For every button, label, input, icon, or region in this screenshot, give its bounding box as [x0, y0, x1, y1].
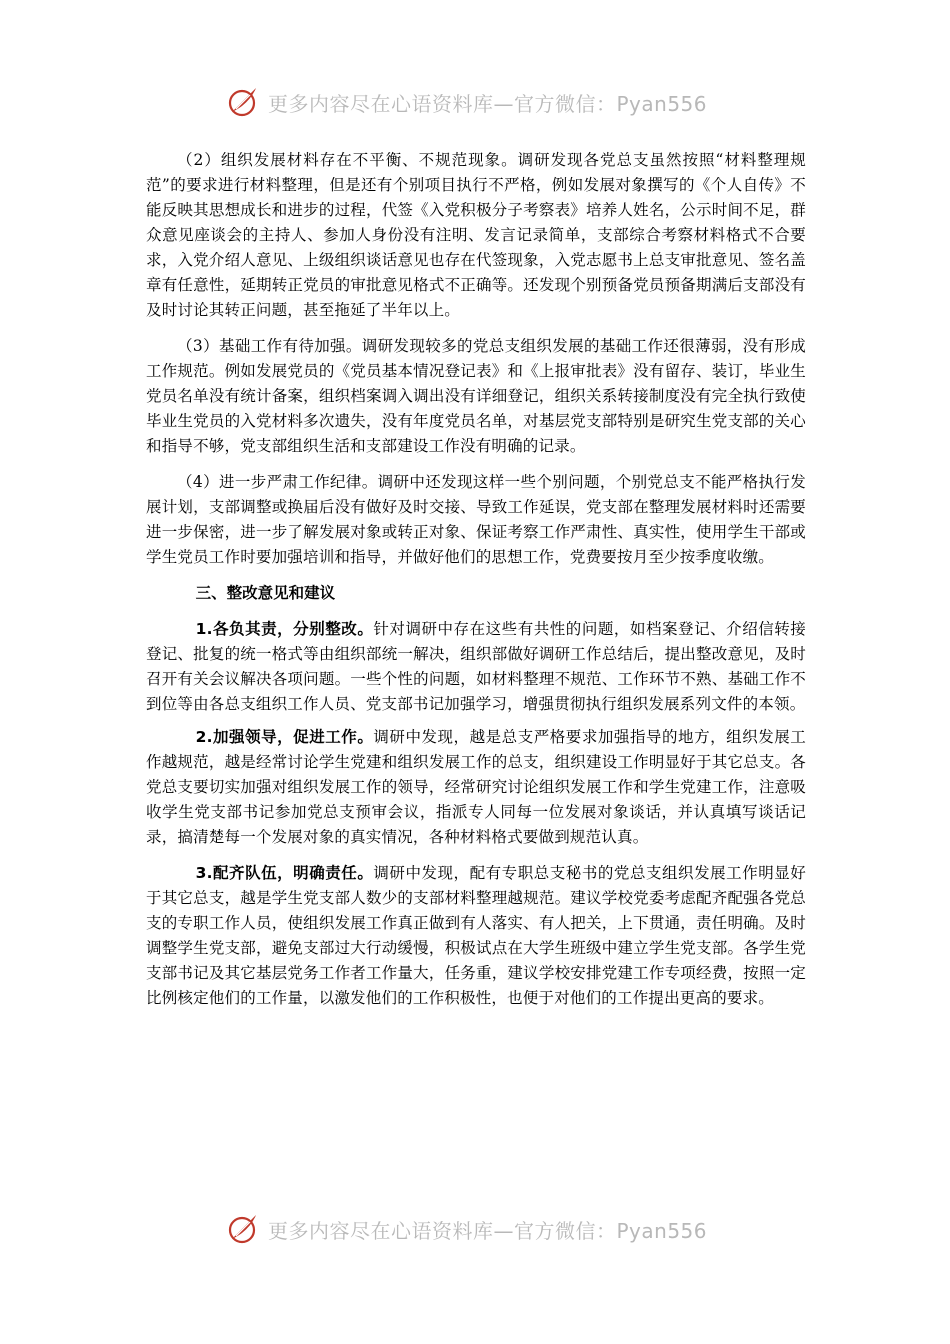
- header-watermark-banner: [226, 84, 707, 120]
- document-body: [146, 148, 806, 1011]
- footer-watermark-banner: [226, 1211, 707, 1247]
- suggestion-1-title: 1.各负其责，分别整改。: [195, 620, 374, 638]
- suggestion-2: [146, 725, 806, 850]
- suggestion-1: [146, 617, 806, 717]
- suggestion-3-body: 调研中发现，配有专职总支秘书的党总支组织发展工作明显好于其它总支，越是学生党支部人数少的支部材料整理越规范。建议学校党委考虑配齐配强各党总支的专职工作人员，使组织发展工作真正做到有人落实、有人把关，上下贯通，责任明确。及时调整学生党支部，避免支部过大行动缓慢，积极试点在大学生班级中建立学生党支部。各学生党支部书记及其它基层党务工作者工作量大，任务重，建议学校安排党建工作专项经费，按照一定比例核定他们的工作量，以激发他们的工作积极性，也便于对他们的工作提出更高的要求。: [146, 864, 807, 1007]
- section-heading: 三、整改意见和建议: [195, 584, 336, 602]
- footer-watermark-text: 更多内容尽在心语资料库—官方微信：Pyan556: [268, 1218, 708, 1243]
- suggestion-2-title: 2.加强领导，促进工作。: [195, 728, 374, 746]
- quill-logo-icon: [226, 1211, 262, 1247]
- suggestion-2-body: 调研中发现，越是总支严格要求加强指导的地方，组织发展工作越规范，越是经常讨论学生党建和组织发展工作的总支，组织建设工作明显好于其它总支。各党总支要切实加强对组织发展工作的领导，经常研究讨论组织发展工作和学生党建工作，注意吸收学生党支部书记参加党总支预审会议，指派专人同每一位发展对象谈话，并认真填写谈话记录，搞清楚每一个发展对象的真实情况，各种材料格式要做到规范认真。: [146, 728, 807, 846]
- header-watermark-text: 更多内容尽在心语资料库—官方微信：Pyan556: [268, 91, 708, 116]
- suggestion-3-title: 3.配齐队伍，明确责任。: [195, 864, 374, 882]
- quill-logo-icon: [226, 84, 262, 120]
- paragraph-item-3: （3）基础工作有待加强。调研发现较多的党总支组织发展的基础工作还很薄弱，没有形成工作规范。例如发展党员的《党员基本情况登记表》和《上报审批表》没有留存、装订，毕业生党员名单没有统计备案，组织档案调入调出没有详细登记，组织关系转接制度没有完全执行致使毕业生党员的入党材料多次遗失，没有年度党员名单，对基层党支部特别是研究生党支部的关心和指导不够，党支部组织生活和支部建设工作没有明确的记录。: [146, 337, 806, 455]
- suggestion-3: [146, 861, 806, 1011]
- paragraph-item-4: （4）进一步严肃工作纪律。调研中还发现这样一些个别问题，个别党总支不能严格执行发展计划，支部调整或换届后没有做好及时交接、导致工作延误，党支部在整理发展材料时还需要进一步保密，进一步了解发展对象或转正对象、保证考察工作严肃性、真实性，使用学生干部或学生党员工作时要加强培训和指导，并做好他们的思想工作，党费要按月至少按季度收缴。: [146, 473, 806, 566]
- paragraph-item-2: （2）组织发展材料存在不平衡、不规范现象。调研发现各党总支虽然按照“材料整理规范”的要求进行材料整理，但是还有个别项目执行不严格，例如发展对象撰写的《个人自传》不能反映其思想成长和进步的过程，代签《入党积极分子考察表》培养人姓名，公示时间不足，群众意见座谈会的主持人、参加人身份没有注明、发言记录简单，支部综合考察材料格式不合要求，入党介绍人意见、上级组织谈话意见也存在代签现象，入党志愿书上总支审批意见、签名盖章有任意性，延期转正党员的审批意见格式不正确等。还发现个别预备党员预备期满后支部没有及时讨论其转正问题，甚至拖延了半年以上。: [146, 151, 806, 319]
- suggestion-1-body: 针对调研中存在这些有共性的问题，如档案登记、介绍信转接登记、批复的统一格式等由组织部统一解决，组织部做好调研工作总结后，提出整改意见，及时召开有关会议解决各项问题。一些个性的问题，如材料整理不规范、工作环节不熟、基础工作不到位等由各总支组织工作人员、党支部书记加强学习，增强贯彻执行组织发展系列文件的本领。: [146, 620, 807, 713]
